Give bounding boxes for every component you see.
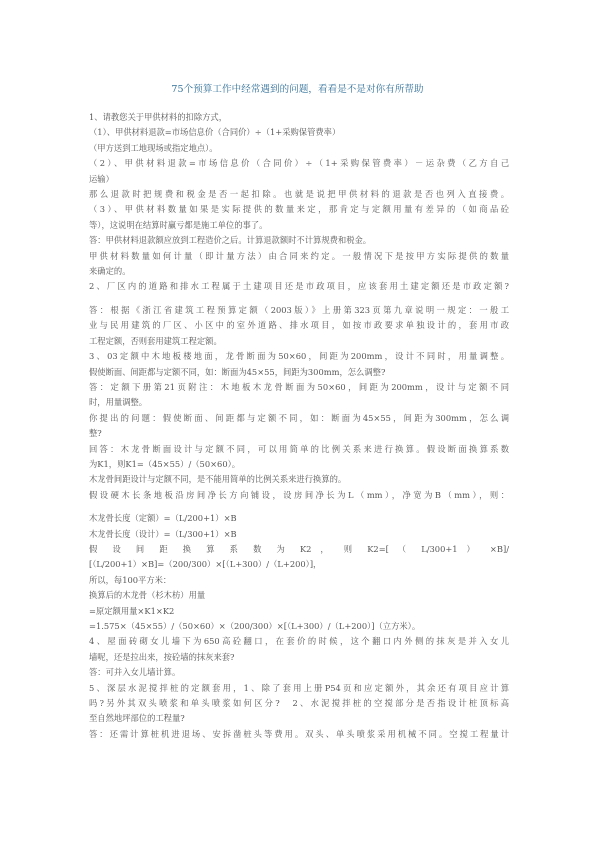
text-line: 答：可并入女儿墙计算。	[89, 667, 181, 678]
document-body	[89, 110, 509, 742]
text-line: 答：甲供材料退款额应放到工程造价之后。计算退款额时不计算规费和税金。	[89, 235, 372, 246]
text-line: （3）、甲供材料数量如果是实际提供的数量来定，那肯定与定额用量有差异的（如商品砼	[89, 204, 509, 215]
text-line: =1.575×（45×55）/（50×60）×（200/300）×[（L+300）/（L+200）]（立方米）。	[89, 621, 421, 631]
text-line: 2、厂区内的道路和排水工程属于土建项目还是市政项目，应该套用土建定额还是市政定额?	[89, 281, 509, 292]
text-line: 4、屋面砖砌女儿墙下为650高砼翻口，在套价的时候，这个翻口内外侧的抹灰是并入女儿	[89, 636, 509, 647]
text-line: （2）、甲供材料退款=市场信息价（合同价）÷（1+采购保管费率）－运杂费（乙方自己	[89, 158, 509, 169]
text-line: 回答：木龙骨断面设计与定额不同，可以用简单的比例关系来进行换算。假设断面换算系数	[89, 443, 509, 454]
text-line: =原定额用量×K1×K2	[89, 605, 175, 616]
text-line: 等），这说明在结算时赢亏都是施工单位的事了。	[89, 219, 268, 230]
text-line: 答：定额下册第21页附注：木地板木龙骨断面为50×60，间距为200mm，设计与定额不同	[89, 381, 509, 392]
text-line: 答：还需计算桩机进退场、安拆凿桩头等费用。双头、单头喷浆采用机械不同。空搅工程量计	[89, 728, 509, 739]
text-line: 所以，每100平方米：	[89, 574, 172, 585]
text-line: 甲供材料数量如何计量（即计量方法）由合同来约定。一般情况下是按甲方实际提供的数量	[89, 250, 509, 261]
blank-line	[89, 295, 509, 303]
blank-line	[89, 503, 509, 511]
text-line: （甲方送到工地现场或指定地点）。	[89, 142, 218, 153]
text-line: 运输）	[89, 173, 114, 184]
text-line: 假 设 间 距 换 算 系 数 为 K2 ， 则 K2=[ （ L/300+1 ） ×B]/	[89, 543, 509, 554]
text-line: 木龙骨长度（定额）=（L/200+1）×B	[89, 513, 237, 524]
text-line: 1、请教您关于甲供材料的扣除方式，	[89, 112, 228, 122]
text-line: 来确定的。	[89, 266, 131, 277]
text-line: 3、03定额中木地板楼地面，龙骨断面为50×60，间距为200mm，设计不同时，用量调整。	[89, 351, 509, 362]
text-line: 工程定额，否则套用建筑工程定额。	[89, 335, 222, 346]
text-line: 5、深层水泥搅拌桩的定额套用，1、除了套用上册P54页和应定额外，其余还有项目应计算	[89, 682, 509, 693]
text-line: 假设硬木长条地板沿房间净长方向铺设，设房间净长为L（mm），净宽为B（mm），则：	[89, 489, 509, 500]
text-line: 换算后的木龙骨（杉木枋）用量	[89, 590, 206, 601]
text-line: 吗?另外其双头喷浆和单头喷浆如何区分? 2、水泥搅拌桩的空搅部分是否指设计桩顶标高	[89, 698, 509, 709]
text-line: 答：根据《浙江省建筑工程预算定额（2003版）》上册第323页第九章说明一规定：一般工	[89, 304, 509, 315]
text-line: 你提出的问题：假使断面、间距都与定额不同，如：断面为45×55，间距为300mm，怎么调	[89, 412, 509, 423]
text-line: 整?	[89, 428, 102, 439]
document-title: 75个预算工作中经常遇到的问题，看看是不是对你有所帮助	[171, 84, 424, 95]
text-line: 至自然地坪部位的工程量?	[89, 713, 185, 724]
text-line: 那么退款时把规费和税金是否一起扣除。也就是说把甲供材料的退款是否也列入直接费。	[89, 189, 509, 200]
text-line: （1）、甲供材料退款=市场信息价（合同价）÷（1+采购保管费率）	[89, 127, 341, 138]
text-line: 木龙骨间距设计与定额不同，是不能用简单的比例关系来进行换算的。	[89, 474, 347, 485]
text-line: 假使断面、间距都与定额不同，如：断面为45×55，间距为300mm，怎么调整?	[89, 366, 386, 377]
text-line: 为K1，则K1=（45×55）/（50×60）。	[89, 458, 241, 469]
text-line: [（L/200+1）×B]=（200/300）×[（L+300）/（L+200）]，	[89, 559, 322, 570]
text-line: 时，用量调整。	[89, 397, 148, 408]
text-line: 木龙骨长度（设计）=（L/300+1）×B	[89, 528, 237, 539]
text-line: 业与民用建筑的厂区、小区中的室外道路、排水项目，如按市政要求单独设计的，套用市政	[89, 320, 509, 331]
text-line: 墙呢，还是拉出来，按砼墙的抹灰来套?	[89, 651, 235, 662]
